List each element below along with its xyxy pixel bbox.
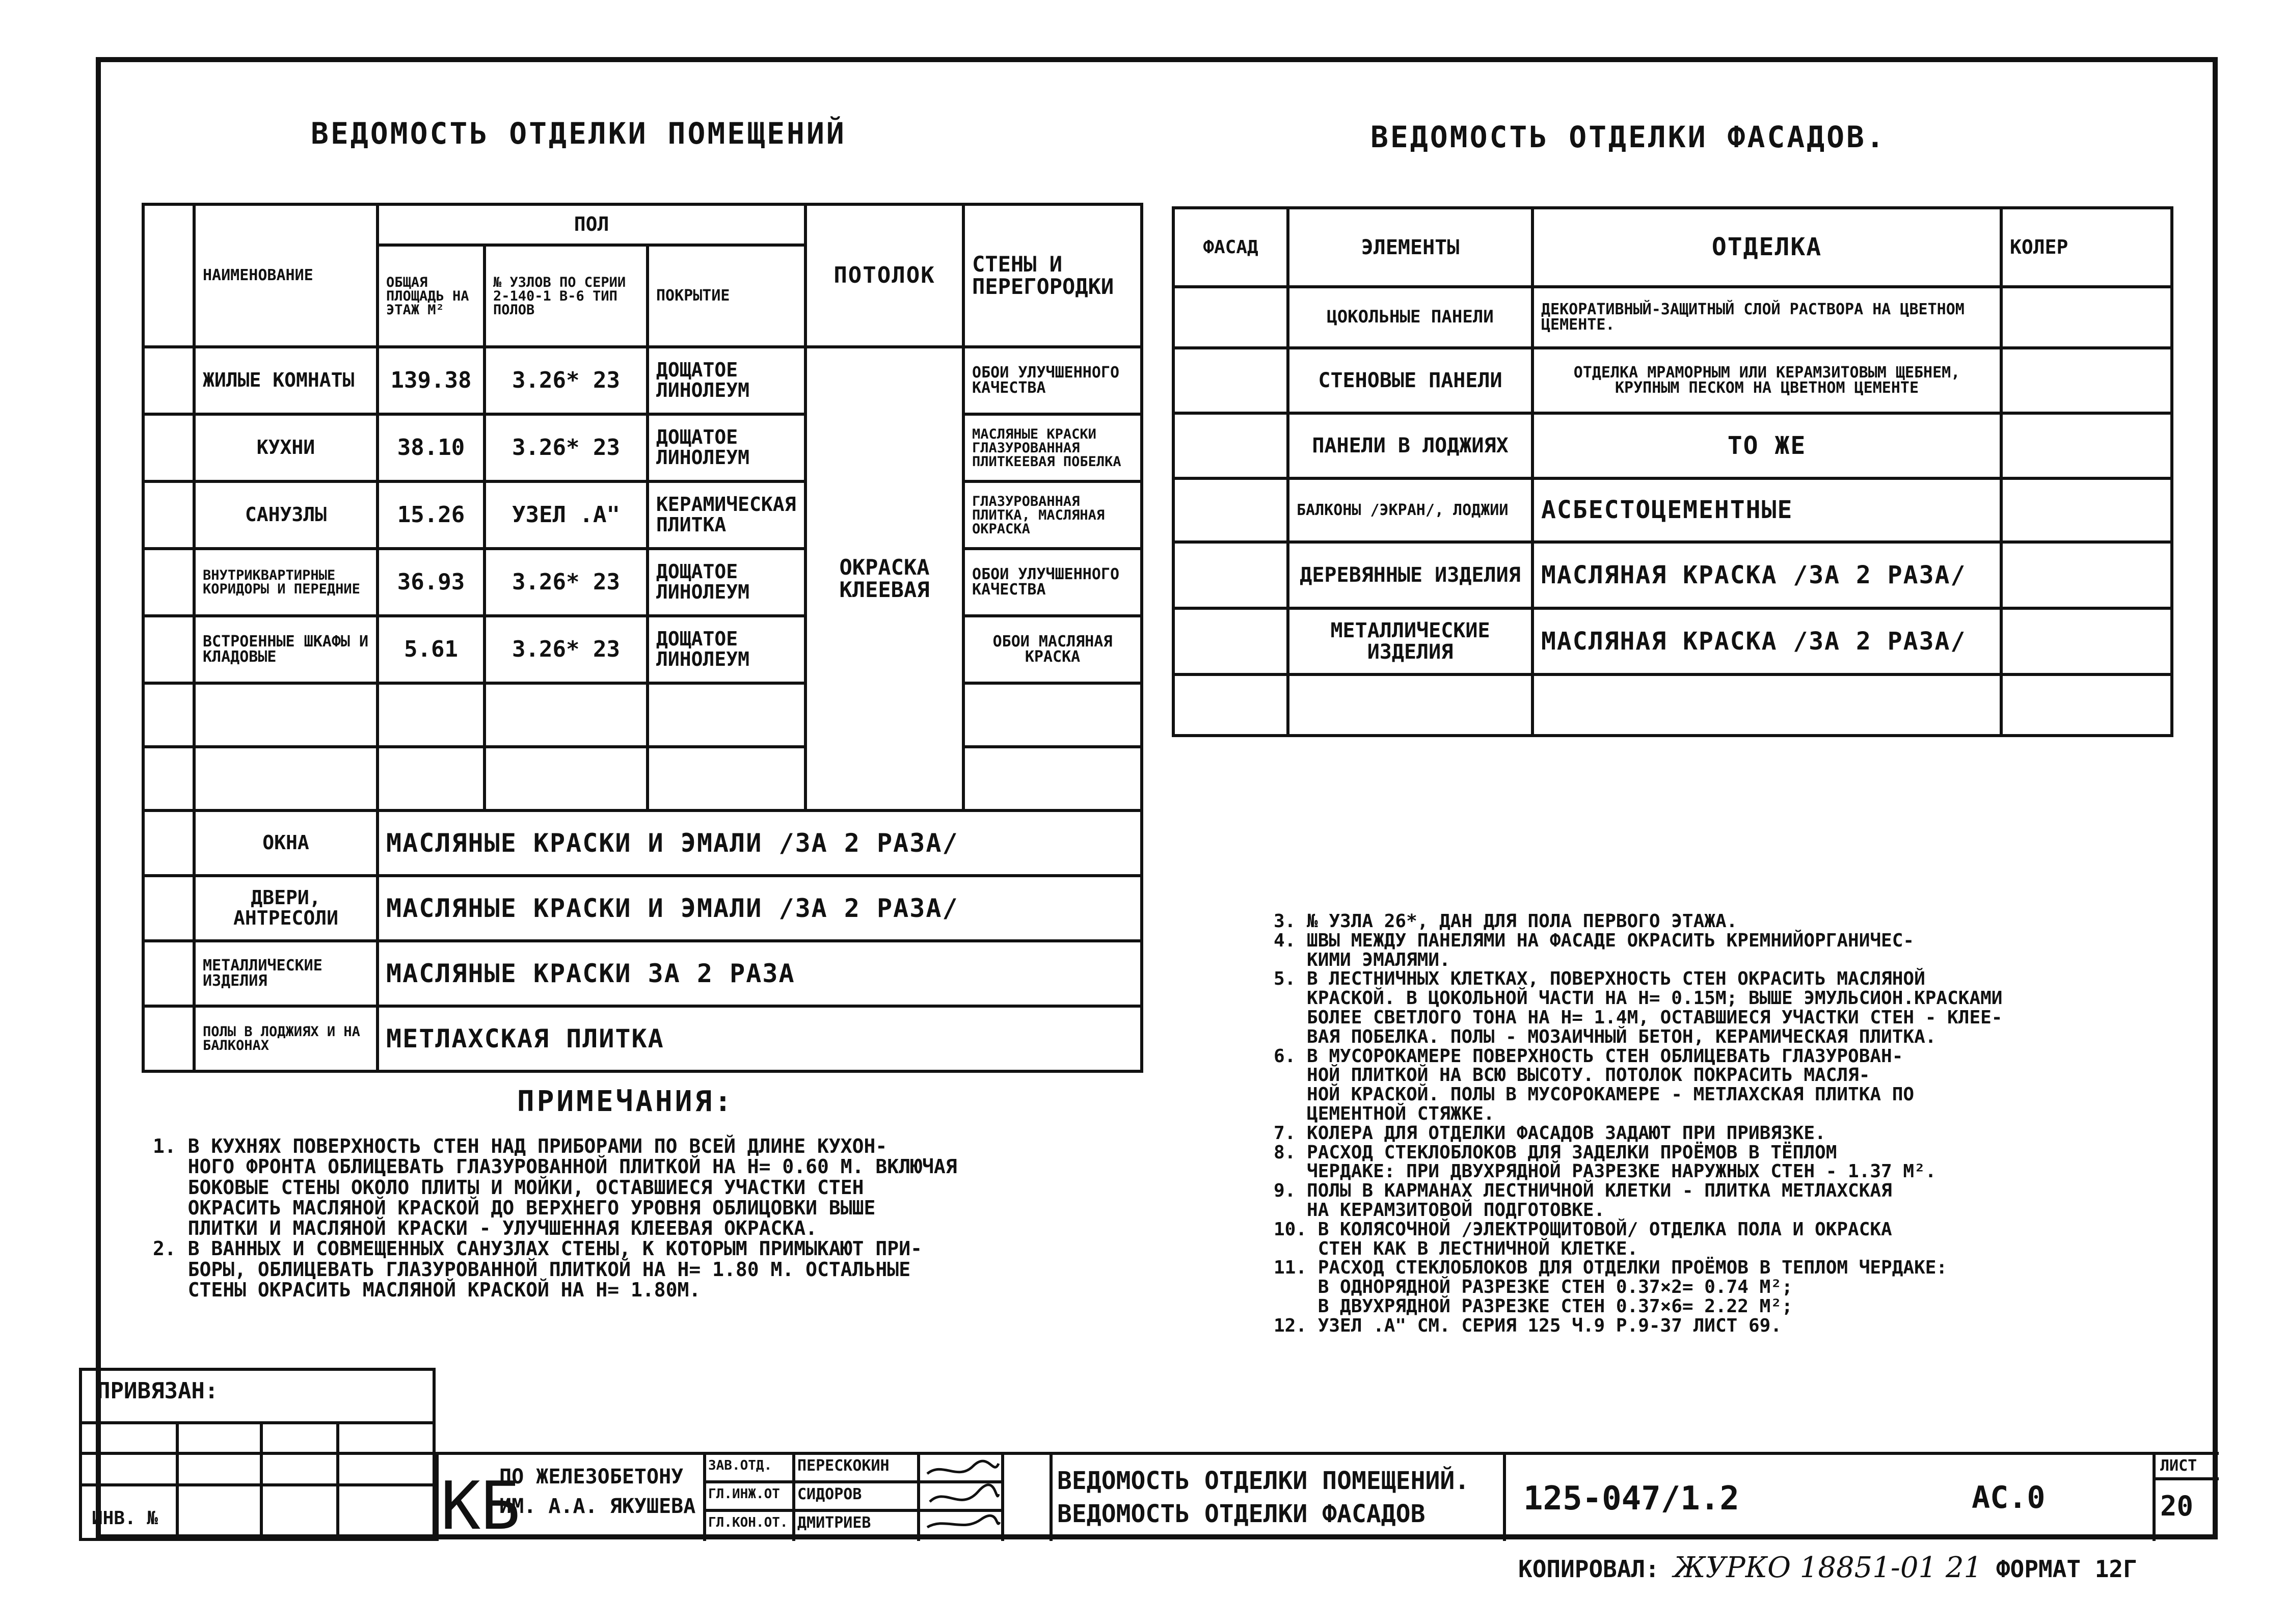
facade-finish: МАСЛЯНАЯ КРАСКА /ЗА 2 РАЗА/ [1532, 542, 2001, 608]
facade-finish: ДЕКОРАТИВНЫЙ-ЗАЩИТНЫЙ СЛОЙ РАСТВОРА НА ЦВЕТНОМ ЦЕМЕНТЕ. [1532, 287, 2001, 348]
element-finish: МАСЛЯНЫЕ КРАСКИ И ЭМАЛИ /ЗА 2 РАЗА/ [378, 876, 1142, 941]
room-name: САНУЗЛЫ [194, 481, 378, 549]
header-facade: ФАСАД [1173, 208, 1288, 287]
element-name: ОКНА [194, 810, 378, 876]
room-name: ВСТРОЕННЫЕ ШКАФЫ И КЛАДОВЫЕ [194, 616, 378, 683]
room-name: КУХНИ [194, 414, 378, 481]
facade-element: БАЛКОНЫ /ЭКРАН/, ЛОДЖИИ [1288, 478, 1532, 542]
room-walls: ОБОИ УЛУЧШЕННОГО КАЧЕСТВА [963, 549, 1142, 616]
notes-right: 3. № УЗЛА 26*, ДАН ДЛЯ ПОЛА ПЕРВОГО ЭТАЖА. 4. ШВЫ МЕЖДУ ПАНЕЛЯМИ НА ФАСАДЕ ОКРАСИТЬ КРЕМНИЙОРГАНИЧЕС- КИМИ ЭМАЛЯМИ. 5. В ЛЕСТНИЧНЫХ КЛЕТКАХ, ПОВЕРХНОСТЬ СТЕН ОКРАСИТЬ МАСЛЯНОЙ КРАСКОЙ. В ЦОКОЛЬНОЙ ЧАСТИ НА H= 0.15М; ВЫШЕ ЭМУЛЬСИОН.КРАСКАМИ БОЛЕЕ СВЕТЛОГО ТОНА НА H= 1.4М, ОСТАВШИЕСЯ УЧАСТКИ СТЕН - КЛЕЕ- ВАЯ ПОБЕЛКА. ПОЛЫ - МОЗАИЧНЫЙ БЕТОН, КЕРАМИЧЕСКАЯ ПЛИТКА. 6. В МУСОРОКАМЕРЕ ПОВЕРХНОСТЬ СТЕН ОБЛИЦЕВАТЬ ГЛАЗУРОВАН- НОЙ ПЛИТКОЙ НА ВСЮ ВЫСОТУ. ПОТОЛОК ПОКРАСИТЬ МАСЛЯ- НОЙ КРАСКОЙ. ПОЛЫ В МУСОРОКАМЕРЕ - МЕТЛАХСКАЯ ПЛИТКА ПО ЦЕМЕНТНОЙ СТЯЖКЕ. 7. КОЛЕРА ДЛЯ ОТДЕЛКИ ФАСАДОВ ЗАДАЮТ ПРИ ПРИВЯЗКЕ. 8. РАСХОД СТЕКЛОБЛОКОВ ДЛЯ ЗАДЕЛКИ ПРОЁМОВ В ТЁПЛОМ ЧЕРДАКЕ: ПРИ ДВУХРЯДНОЙ РАЗРЕЗКЕ НАРУЖНЫХ СТЕН - 1.37 М². 9. ПОЛЫ В КАРМАНАХ ЛЕСТНИЧНОЙ КЛЕТКИ - ПЛИТКА МЕТЛАХСКАЯ НА КЕРАМЗИТОВОЙ ПОДГОТОВКЕ. 10. В КОЛЯСОЧНОЙ /ЭЛЕКТРОЩИТОВОЙ/ ОТДЕЛКА ПОЛА И ОКРАСКА СТЕН КАК В ЛЕСТНИЧНОЙ КЛЕТКЕ. 11. РАСХОД СТЕКЛОБЛОКОВ ДЛЯ ОТДЕЛКИ ПРОЁМОВ В ТЕПЛОМ ЧЕРДАКЕ: В ОДНОРЯДНОЙ РАЗРЕЗКЕ СТЕН 0.37×2= 0.74 М²; В ДВУХРЯДНОЙ РАЗРЕЗКЕ СТЕН 0.37×6= 2.22 М²; 12. УЗЕЛ .А" СМ. СЕРИЯ 125 Ч.9 Р.9-37 ЛИСТ 69. [1274, 911, 2003, 1336]
table-row [1173, 348, 2172, 413]
room-cover: ДОЩАТОЕ ЛИНОЛЕУМ [648, 347, 805, 414]
header-ceiling: ПОТОЛОК [805, 204, 963, 347]
format-label: ФОРМАТ 12Г [1996, 1555, 2137, 1583]
binding-label: ПРИВЯЗАН: [97, 1378, 219, 1404]
header-finish: ОТДЕЛКА [1532, 208, 2001, 287]
room-node: 3.26* 23 [485, 347, 648, 414]
element-name: ПОЛЫ В ЛОДЖИЯХ И НА БАЛКОНАХ [194, 1006, 378, 1071]
room-area: 15.26 [378, 481, 485, 549]
ceiling-value: ОКРАСКА КЛЕЕВАЯ [805, 347, 963, 810]
role-label: ГЛ.КОН.ОТ. [708, 1515, 788, 1530]
room-cover: ДОЩАТОЕ ЛИНОЛЕУМ [648, 549, 805, 616]
room-walls: ОБОИ МАСЛЯНАЯ КРАСКА [963, 616, 1142, 683]
header-area: ОБЩАЯ ПЛОЩАДЬ НА ЭТАЖ М² [378, 245, 485, 347]
header-floor: ПОЛ [378, 204, 805, 245]
facade-element: ПАНЕЛИ В ЛОДЖИЯХ [1288, 413, 1532, 478]
room-walls: МАСЛЯНЫЕ КРАСКИ ГЛАЗУРОВАННАЯ ПЛИТКЕЕВАЯ ПОБЕЛКА [963, 414, 1142, 481]
table-row [143, 481, 1142, 549]
room-cover: КЕРАМИЧЕСКАЯ ПЛИТКА [648, 481, 805, 549]
room-area: 36.93 [378, 549, 485, 616]
facade-element: МЕТАЛЛИЧЕСКИЕ ИЗДЕЛИЯ [1288, 608, 1532, 674]
room-node: УЗЕЛ .А" [485, 481, 648, 549]
room-name: ВНУТРИКВАРТИРНЫЕ КОРИДОРЫ И ПЕРЕДНИЕ [194, 549, 378, 616]
sheet-number: 20 [2160, 1490, 2194, 1522]
document-title: ВЕДОМОСТЬ ОТДЕЛКИ ПОМЕЩЕНИЙ. ВЕДОМОСТЬ ОТДЕЛКИ ФАСАДОВ [1057, 1467, 1470, 1528]
table-row [143, 347, 1142, 414]
table-row [143, 1006, 1142, 1071]
facades-heading: ВЕДОМОСТЬ ОТДЕЛКИ ФАСАДОВ. [1370, 120, 1886, 154]
table-row [143, 414, 1142, 481]
facade-finish: АСБЕСТОЦЕМЕНТНЫЕ [1532, 478, 2001, 542]
stage-mark: АС.0 [1972, 1480, 2046, 1515]
header-name: НАИМЕНОВАНИЕ [194, 204, 378, 347]
table-row [1173, 413, 2172, 478]
facade-element: СТЕНОВЫЕ ПАНЕЛИ [1288, 348, 1532, 413]
table-row [143, 549, 1142, 616]
role-label: ГЛ.ИНЖ.ОТ [708, 1486, 780, 1502]
room-walls: ОБОИ УЛУЧШЕННОГО КАЧЕСТВА [963, 347, 1142, 414]
room-area: 139.38 [378, 347, 485, 414]
room-cover: ДОЩАТОЕ ЛИНОЛЕУМ [648, 616, 805, 683]
rooms-heading: ВЕДОМОСТЬ ОТДЕЛКИ ПОМЕЩЕНИЙ [311, 116, 846, 151]
sheet-label: ЛИСТ [2160, 1457, 2197, 1475]
room-node: 3.26* 23 [485, 414, 648, 481]
notes-left: 1. В КУХНЯХ ПОВЕРХНОСТЬ СТЕН НАД ПРИБОРАМИ ПО ВСЕЙ ДЛИНЕ КУХОН- НОГО ФРОНТА ОБЛИЦЕВАТЬ ГЛАЗУРОВАННОЙ ПЛИТКОЙ НА H= 0.60 М. ВКЛЮЧАЯ БОКОВЫЕ СТЕНЫ ОКОЛО ПЛИТЫ И МОЙКИ, ОСТАВШИЕСЯ УЧАСТКИ СТЕН ОКРАСИТЬ МАСЛЯНОЙ КРАСКОЙ ДО ВЕРХНЕГО УРОВНЯ ОБЛИЦОВКИ ВЫШЕ ПЛИТКИ И МАСЛЯНОЙ КРАСКИ - УЛУЧШЕННАЯ КЛЕЕВАЯ ОКРАСКА. 2. В ВАННЫХ И СОВМЕЩЕННЫХ САНУЗЛАХ СТЕНЫ, К КОТОРЫМ ПРИМЫКАЮТ ПРИ- БОРЫ, ОБЛИЦЕВАТЬ ГЛАЗУРОВАННОЙ ПЛИТКОЙ НА H= 1.80 М. ОСТАЛЬНЫЕ СТЕНЫ ОКРАСИТЬ МАСЛЯНОЙ КРАСКОЙ НА H= 1.80М. [153, 1135, 957, 1301]
room-name: ЖИЛЫЕ КОМНАТЫ [194, 347, 378, 414]
element-finish: МЕТЛАХСКАЯ ПЛИТКА [378, 1006, 1142, 1071]
element-name: ДВЕРИ, АНТРЕСОЛИ [194, 876, 378, 941]
room-node: 3.26* 23 [485, 549, 648, 616]
facade-element: ЦОКОЛЬНЫЕ ПАНЕЛИ [1288, 287, 1532, 348]
person-name: СИДОРОВ [797, 1485, 862, 1503]
element-finish: МАСЛЯНЫЕ КРАСКИ И ЭМАЛИ /ЗА 2 РАЗА/ [378, 810, 1142, 876]
facades-finishing-table [1172, 206, 2173, 737]
element-finish: МАСЛЯНЫЕ КРАСКИ ЗА 2 РАЗА [378, 941, 1142, 1006]
header-elements: ЭЛЕМЕНТЫ [1288, 208, 1532, 287]
room-walls: ГЛАЗУРОВАННАЯ ПЛИТКА, МАСЛЯНАЯ ОКРАСКА [963, 481, 1142, 549]
room-cover: ДОЩАТОЕ ЛИНОЛЕУМ [648, 414, 805, 481]
header-node: № УЗЛОВ ПО СЕРИИ 2-140-1 В-6 ТИП ПОЛОВ [485, 245, 648, 347]
table-row [1173, 542, 2172, 608]
facade-finish: ТО ЖЕ [1532, 413, 2001, 478]
room-node: 3.26* 23 [485, 616, 648, 683]
element-name: МЕТАЛЛИЧЕСКИЕ ИЗДЕЛИЯ [194, 941, 378, 1006]
role-label: ЗАВ.ОТД. [708, 1458, 772, 1473]
table-row [143, 941, 1142, 1006]
table-row-empty [1173, 674, 2172, 736]
row-index-cell [143, 204, 194, 347]
header-color: КОЛЕР [2001, 208, 2172, 287]
facade-element: ДЕРЕВЯННЫЕ ИЗДЕЛИЯ [1288, 542, 1532, 608]
inventory-number-label: ИНВ. № [92, 1508, 158, 1529]
table-row [143, 810, 1142, 876]
person-name: ДМИТРИЕВ [797, 1514, 871, 1532]
copy-line [1518, 1551, 2137, 1584]
kb-mark: КБ [441, 1467, 521, 1545]
table-row [143, 876, 1142, 941]
rooms-finishing-table [142, 203, 1143, 1073]
organization-name: ПО ЖЕЛЕЗОБЕТОНУ ИМ. А.А. ЯКУШЕВА [499, 1465, 696, 1518]
person-name: ПЕРЕСКОКИН [797, 1457, 890, 1475]
notes-title: ПРИМЕЧАНИЯ: [517, 1085, 734, 1118]
room-area: 5.61 [378, 616, 485, 683]
copied-by-label: КОПИРОВАЛ: [1518, 1555, 1659, 1583]
table-row [1173, 287, 2172, 348]
facade-finish: ОТДЕЛКА МРАМОРНЫМ ИЛИ КЕРАМЗИТОВЫМ ЩЕБНЕМ, КРУПНЫМ ПЕСКОМ НА ЦВЕТНОМ ЦЕМЕНТЕ [1532, 348, 2001, 413]
facade-finish: МАСЛЯНАЯ КРАСКА /ЗА 2 РАЗА/ [1532, 608, 2001, 674]
header-walls: СТЕНЫ И ПЕРЕГОРОДКИ [963, 204, 1142, 347]
document-code: 125-047/1.2 [1523, 1480, 1739, 1518]
table-row [1173, 608, 2172, 674]
room-area: 38.10 [378, 414, 485, 481]
copy-handwritten: ЖУРКО 18851-01 21 [1673, 1551, 1982, 1584]
table-row-empty [143, 683, 1142, 747]
header-cover: ПОКРЫТИЕ [648, 245, 805, 347]
table-row [1173, 478, 2172, 542]
table-row [143, 616, 1142, 683]
table-row-empty [143, 747, 1142, 810]
signature-scribbles [922, 1456, 1004, 1537]
